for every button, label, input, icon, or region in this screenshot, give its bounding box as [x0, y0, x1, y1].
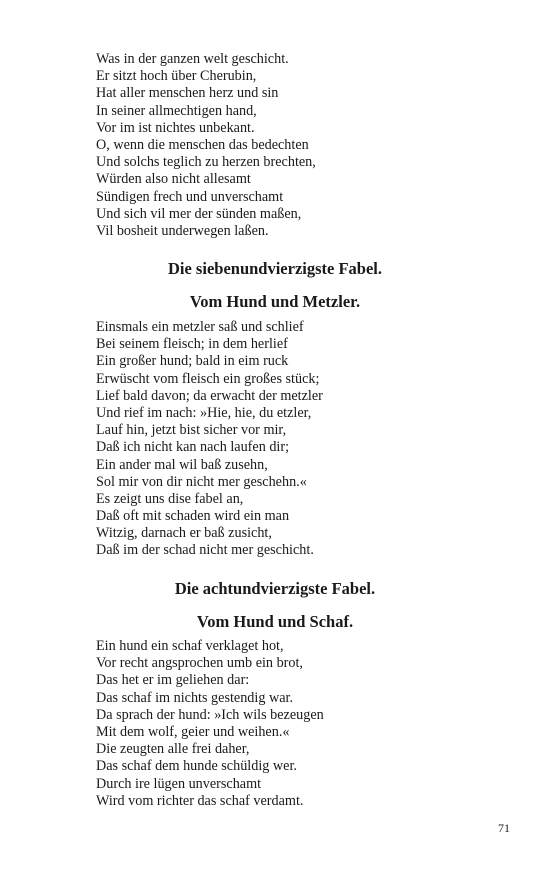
verse-line: O, wenn die menschen das bedechten	[96, 136, 309, 153]
verse-line: Bei seinem fleisch; in dem herlief	[96, 336, 288, 353]
verse-line: Hat aller menschen herz und sin	[96, 85, 279, 102]
fable-48-verse	[96, 638, 496, 810]
verse-line: Die zeugten alle frei daher,	[96, 741, 250, 758]
verse-line: Daß ich nicht kan nach laufen dir;	[96, 439, 290, 456]
verse-line: Würden also nicht allesamt	[96, 171, 251, 188]
verse-line: Witzig, darnach er baß zusicht,	[96, 525, 272, 542]
fable-47-heading: Die siebenundvierzigste Fabel.	[167, 259, 383, 278]
verse-line: Vor recht angsprochen umb ein brot,	[96, 655, 303, 672]
fable-48-heading: Die achtundvierzigste Fabel.	[174, 579, 376, 598]
verse-line: Was in der ganzen welt geschicht.	[96, 51, 289, 67]
verse-line: Erwüscht vom fleisch ein großes stück;	[96, 370, 320, 387]
verse-line: Sol mir von dir nicht mer geschehn.«	[96, 473, 307, 490]
verse-line: Und sich vil mer der sünden maßen,	[96, 205, 302, 222]
fable-48-title: Vom Hund und Schaf.	[196, 612, 354, 631]
intro-stanza	[96, 51, 496, 240]
verse-line: Ein großer hund; bald in eim ruck	[96, 353, 289, 370]
verse-line: Sündigen frech und unverschamt	[96, 188, 284, 205]
verse-line: Einsmals ein metzler saß und schlief	[96, 319, 304, 335]
fable-47-verse	[96, 319, 496, 560]
verse-line: Lauf hin, jetzt bist sicher vor mir,	[96, 422, 287, 439]
verse-line: Daß im der schad nicht mer geschicht.	[96, 542, 314, 559]
verse-line: In seiner allmechtigen hand,	[96, 102, 257, 119]
verse-line: Er sitzt hoch über Cherubin,	[96, 68, 257, 85]
verse-line: Daß oft mit schaden wird ein man	[96, 508, 290, 525]
verse-line: Da sprach der hund: »Ich wils bezeugen	[96, 706, 324, 723]
verse-line: Und solchs teglich zu herzen brechten,	[96, 154, 316, 171]
verse-line: Lief bald davon; da erwacht der metzler	[96, 387, 323, 404]
page-number: 71	[498, 821, 510, 835]
verse-line: Ein ander mal wil baß zusehn,	[96, 456, 268, 473]
verse-line: Und rief im nach: »Hie, hie, du etzler,	[96, 404, 312, 421]
fable-47-title: Vom Hund und Metzler.	[189, 292, 361, 311]
verse-line: Es zeigt uns dise fabel an,	[96, 490, 244, 507]
verse-line: Ein hund ein schaf verklaget hot,	[96, 638, 284, 654]
verse-line: Das schaf dem hunde schüldig wer.	[96, 758, 297, 775]
verse-line: Durch ire lügen unverschamt	[96, 775, 262, 792]
verse-line: Das het er im geliehen dar:	[96, 672, 250, 689]
verse-line: Vor im ist nichtes unbekant.	[96, 119, 255, 136]
verse-line: Vil bosheit underwegen laßen.	[96, 222, 269, 239]
verse-line: Wird vom richter das schaf verdamt.	[96, 792, 304, 809]
verse-line: Mit dem wolf, geier und weihen.«	[96, 723, 290, 740]
verse-line: Das schaf im nichts gestendig war.	[96, 689, 294, 706]
